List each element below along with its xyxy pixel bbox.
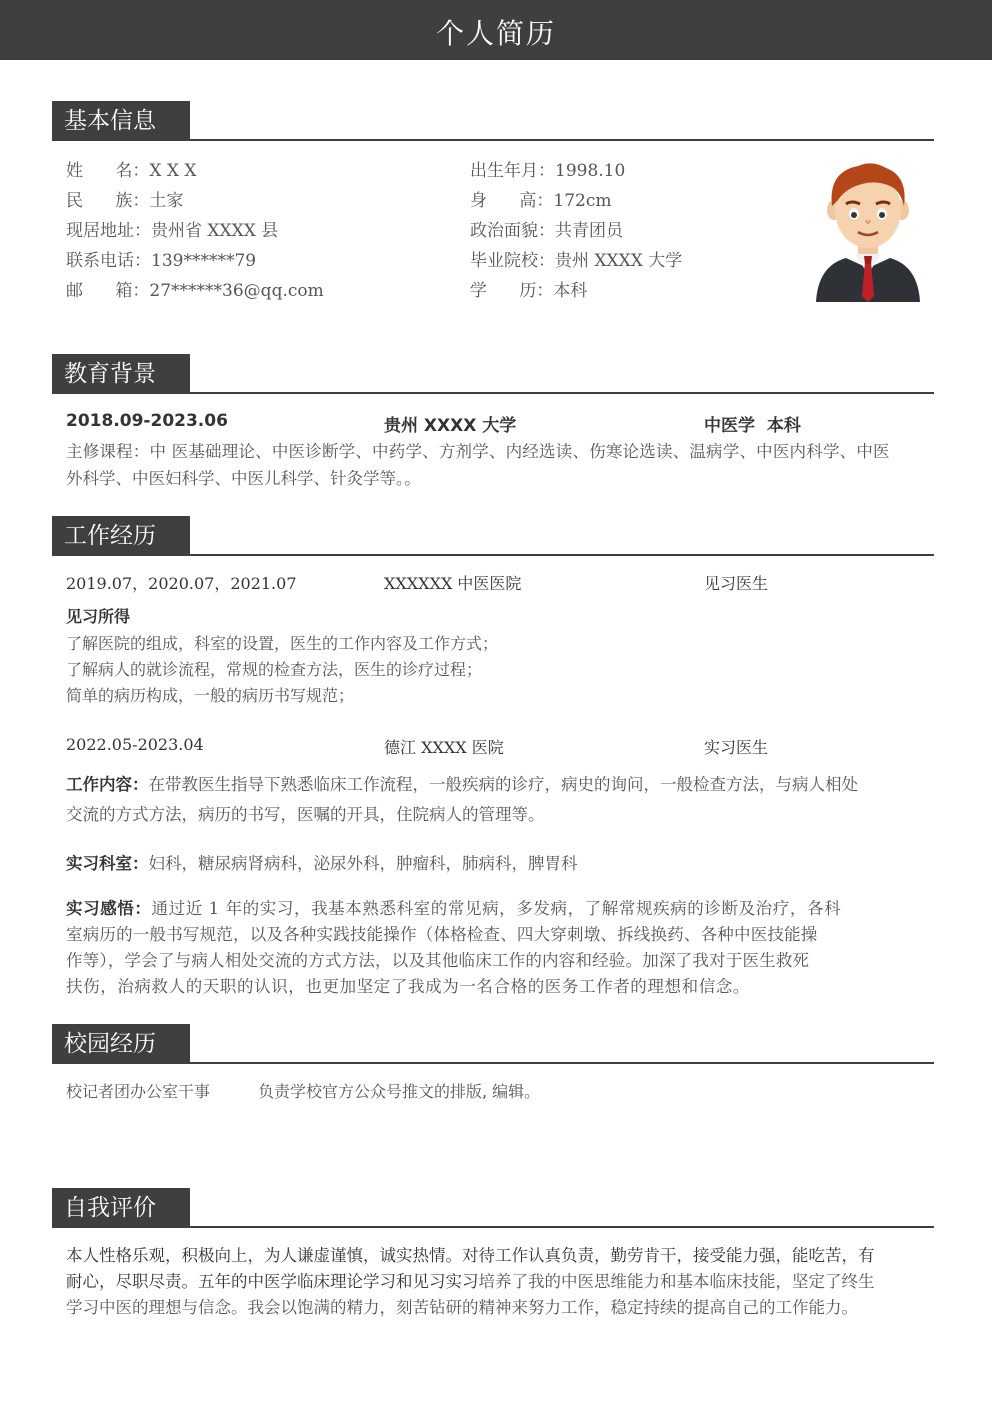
job2-dept bbox=[66, 850, 578, 874]
section-rule bbox=[52, 392, 934, 394]
job2-feel-line2: 室病历的一般书写规范，以及各种实践技能操作（体格检查、四大穿刺墩、拆线换药、各种中医技能操 bbox=[66, 925, 818, 944]
job1-org: XXXXXX 中医医院 bbox=[384, 574, 522, 593]
job2-content-line2: 交流的方式方法，病历的书写，医嘱的开具，住院病人的管理等。 bbox=[66, 805, 545, 824]
info-ethnicity: 民 族：土家 bbox=[66, 191, 184, 211]
edu-school: 贵州 XXXX 大学 bbox=[384, 416, 517, 436]
section-rule bbox=[52, 554, 934, 556]
job2-dept-text: 妇科，糖尿病肾病科，泌尿外科，肿瘤科，肺病科，脾胃科 bbox=[148, 854, 578, 873]
info-birth: 出生年月：1998.10 bbox=[470, 161, 626, 181]
self-line2-dark: 耐心，尽职尽责。五年的中医学临床理论学习和见习实习 bbox=[66, 1272, 479, 1291]
self-line2 bbox=[66, 1268, 875, 1292]
job1-line: 了解病人的就诊流程，常规的检查方法，医生的诊疗过程； bbox=[66, 660, 483, 679]
info-name: 姓 名：X X X bbox=[66, 161, 197, 181]
info-address: 现居地址：贵州省 XXXX 县 bbox=[66, 221, 279, 241]
job2-dept-label: 实习科室： bbox=[66, 854, 149, 873]
header-bar bbox=[0, 0, 992, 60]
info-height: 身 高：172cm bbox=[470, 191, 612, 211]
job2-content-line1 bbox=[66, 771, 858, 795]
info-email: 邮 箱：27******36@qq.com bbox=[66, 281, 324, 301]
job2-content-label: 工作内容： bbox=[66, 775, 149, 794]
info-political: 政治面貌：共青团员 bbox=[470, 221, 623, 241]
section-rule bbox=[52, 139, 934, 141]
edu-courses-line2: 外科学、中医妇科学、中医儿科学、针灸学等。。 bbox=[66, 469, 421, 488]
section-education-header bbox=[52, 354, 934, 394]
job1-role: 见习医生 bbox=[704, 574, 769, 593]
edu-courses-line1: 主修课程：中 医基础理论、中医诊断学、中药学、方剂学、内经选读、伤寒论选读、温病学、中医内科学、中医 bbox=[66, 442, 890, 461]
job1-period: 2019.07，2020.07，2021.07 bbox=[66, 574, 297, 593]
job2-content-text: 在带教医生指导下熟悉临床工作流程，一般疾病的诊疗，病史的询问，一般检查方法，与病人相处 bbox=[148, 775, 858, 794]
section-title: 基本信息 bbox=[52, 101, 190, 141]
section-rule bbox=[52, 1062, 934, 1064]
job2-feel-text: 通过近 1 年的实习，我基本熟悉科室的常见病，多发病，了解常规疾病的诊断及治疗，各科 bbox=[151, 899, 842, 918]
job2-period: 2022.05-2023.04 bbox=[66, 735, 204, 754]
job2-feel-line3: 作等），学会了与病人相处交流的方式方法，以及其他临床工作的内容和经验。加深了我对于医生救死 bbox=[66, 951, 810, 970]
section-basic-header bbox=[52, 101, 934, 141]
section-rule bbox=[52, 1226, 934, 1228]
job1-line: 了解医院的组成，科室的设置，医生的工作内容及工作方式； bbox=[66, 634, 499, 653]
section-title: 教育背景 bbox=[52, 354, 190, 394]
avatar bbox=[812, 158, 924, 302]
edu-period: 2018.09-2023.06 bbox=[66, 411, 228, 431]
section-title: 自我评价 bbox=[52, 1188, 190, 1228]
self-line3: 学习中医的理想与信念。我会以饱满的精力，刻苦钻研的精神来努力工作，稳定持续的提高自己的工作能力。 bbox=[66, 1298, 858, 1317]
section-title: 工作经历 bbox=[52, 516, 190, 556]
self-line1: 本人性格乐观，积极向上，为人谦虚谨慎，诚实热情。对待工作认真负责，勤劳肯干，接受能力强，能吃苦，有 bbox=[66, 1246, 875, 1265]
campus-desc: 负责学校官方公众号推文的排版, 编辑。 bbox=[258, 1082, 541, 1101]
job2-feel-label: 实习感悟： bbox=[66, 899, 152, 918]
edu-degree: 中医学 本科 bbox=[704, 416, 801, 436]
info-school: 毕业院校：贵州 XXXX 大学 bbox=[470, 251, 683, 271]
job1-line: 简单的病历构成，一般的病历书写规范； bbox=[66, 686, 355, 705]
job2-role: 实习医生 bbox=[704, 738, 769, 757]
info-degree: 学 历：本科 bbox=[470, 281, 588, 301]
page-title: 个人简历 bbox=[435, 17, 556, 50]
self-line2-light: 培养了我的中医思维能力和基本临床技能，坚定了终生 bbox=[478, 1272, 875, 1291]
job2-org: 德江 XXXX 医院 bbox=[384, 738, 504, 757]
info-phone: 联系电话：139******79 bbox=[66, 251, 257, 271]
campus-role: 校记者团办公室干事 bbox=[66, 1082, 211, 1101]
section-title: 校园经历 bbox=[52, 1024, 190, 1064]
section-campus-header bbox=[52, 1024, 934, 1064]
job2-feel-line4: 扶伤，治病救人的天职的认识，也更加坚定了我成为一名合格的医务工作者的理想和信念。 bbox=[66, 977, 750, 996]
section-self-header bbox=[52, 1188, 934, 1228]
section-work-header bbox=[52, 516, 934, 556]
job2-feel-line1 bbox=[66, 895, 841, 919]
job1-gain-label: 见习所得 bbox=[66, 607, 131, 626]
